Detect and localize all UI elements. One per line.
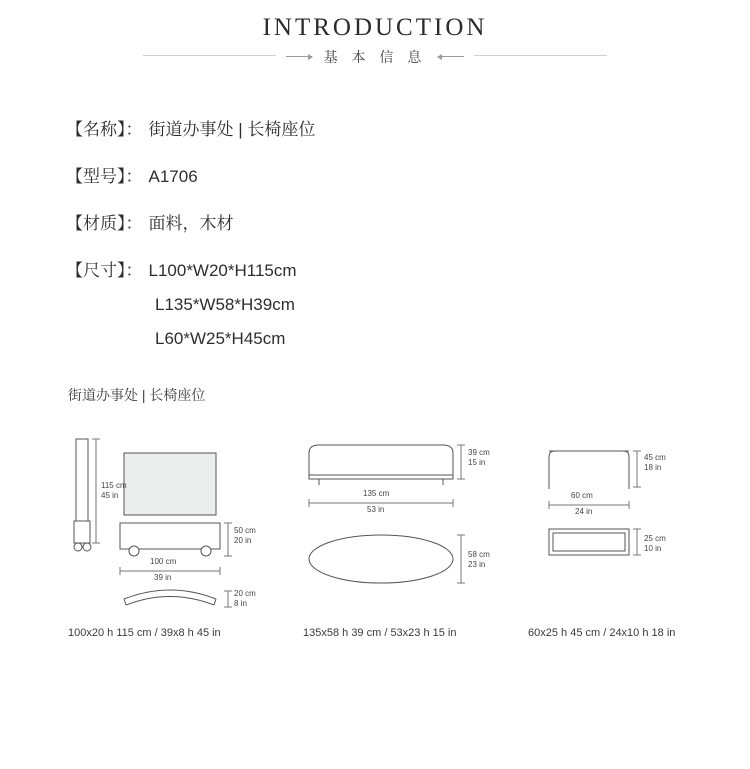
dim-panel3-depth-in: 10 in <box>644 543 662 553</box>
dim-panel2-width-in: 53 in <box>367 504 385 514</box>
spec-label-model: 【型号】： <box>66 166 143 186</box>
product-caption: 街道办事处 | 长椅座位 <box>68 386 206 403</box>
drawing-panel-3 <box>543 431 723 621</box>
page-header <box>0 0 750 67</box>
drawing-footnotes <box>0 627 750 639</box>
spec-row-model <box>66 162 750 187</box>
footnote-panel-1: 100x20 h 115 cm / 39x8 h 45 in <box>68 626 221 639</box>
spec-label-name: 【名称】： <box>66 119 143 139</box>
spec-value-size: L100*W20*H115cm <box>148 260 297 280</box>
spec-value-name: 街道办事处 | 长椅座位 <box>148 119 316 139</box>
dim-panel3-height-in: 18 in <box>644 462 662 472</box>
dim-panel1-curve-in: 8 in <box>234 598 247 608</box>
dim-panel2-height-in: 15 in <box>468 457 486 467</box>
footnote-panel-3: 60x25 h 45 cm / 24x10 h 18 in <box>528 626 676 639</box>
drawing-panel-1 <box>68 431 278 621</box>
dim-panel2-width-cm: 135 cm <box>363 488 390 498</box>
dim-panel3-width-cm: 60 cm <box>571 490 593 500</box>
dim-panel1-curve-cm: 20 cm <box>234 588 256 598</box>
dim-panel2-height-cm: 39 cm <box>468 447 490 457</box>
spec-label-size: 【尺寸】： <box>66 260 143 280</box>
drawings-row <box>0 431 750 621</box>
spec-size-line-3: L60*W25*H45cm <box>155 328 286 348</box>
dim-panel3-depth-cm: 25 cm <box>644 533 666 543</box>
dim-panel3-width-in: 24 in <box>575 506 593 516</box>
header-subtitle-wrap <box>276 47 475 67</box>
spec-value-material: 面料，木材 <box>148 213 234 233</box>
drawing-panel-2 <box>303 431 503 621</box>
dim-panel2-depth-in: 23 in <box>468 559 486 569</box>
header-subtitle: 基 本 信 息 <box>323 48 427 65</box>
spec-size-line-2: L135*W58*H39cm <box>155 294 295 314</box>
dim-panel2-depth-cm: 58 cm <box>468 549 490 559</box>
dim-panel1-height-cm: 115 cm <box>101 480 127 490</box>
dim-panel1-width-in: 39 in <box>154 572 172 582</box>
arrow-left-icon <box>286 56 312 57</box>
spec-row-size <box>66 256 750 281</box>
footnote-panel-2: 135x58 h 39 cm / 53x23 h 15 in <box>303 626 457 639</box>
header-subtitle-row <box>0 47 750 67</box>
dim-panel1-width-cm: 100 cm <box>150 556 177 566</box>
spec-value-model: A1706 <box>148 166 198 186</box>
dim-panel1-base-in: 20 in <box>234 535 252 545</box>
drawing-3-svg <box>543 431 723 621</box>
spec-row-name <box>66 115 750 140</box>
spec-list <box>0 115 750 349</box>
page-title: INTRODUCTION <box>262 14 488 41</box>
arrow-right-icon <box>438 56 464 57</box>
spec-label-material: 【材质】： <box>66 213 143 233</box>
dim-panel1-height-in: 45 in <box>101 490 119 500</box>
dim-panel1-base-cm: 50 cm <box>234 525 256 535</box>
dim-panel3-height-cm: 45 cm <box>644 452 666 462</box>
spec-row-material <box>66 209 750 234</box>
